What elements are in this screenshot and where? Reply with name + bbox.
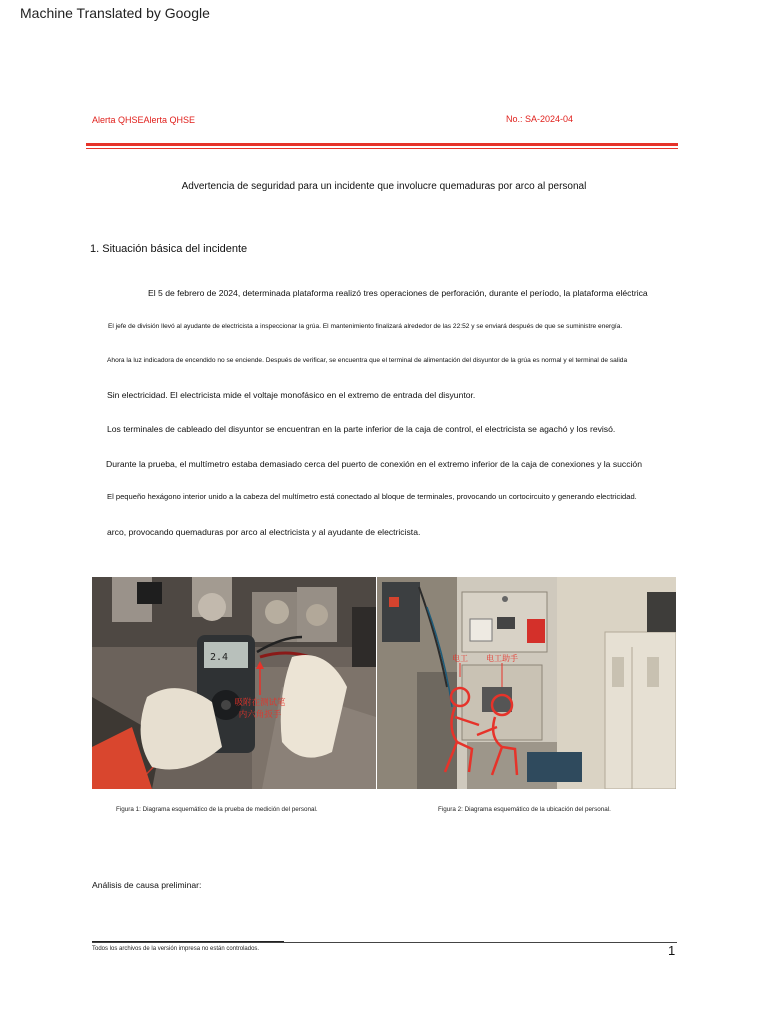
paragraph-line: arco, provocando quemaduras por arco al electricista y al ayudante de electricista. [107, 527, 421, 537]
footer-rule [92, 942, 677, 943]
header-document-number: No.: SA-2024-04 [506, 114, 574, 124]
figure-2-photo [377, 577, 676, 789]
figure-1-photo [92, 577, 376, 789]
paragraph-line: Los terminales de cableado del disyuntor se encuentran en la parte inferior de la caja de control, el electricista se agachó y los revisó. [107, 424, 616, 434]
figure-2-label-electrician: 电工 [452, 654, 468, 663]
figure-2-label-assistant: 电工助手 [486, 654, 518, 663]
figure-1-label-line-1: 吸附在测试笔 [234, 698, 286, 708]
paragraph-line: Sin electricidad. El electricista mide el voltaje monofásico en el extremo de entrada del disyuntor. [107, 390, 476, 400]
section-heading: 1. Situación básica del incidente [90, 243, 248, 255]
header-rule-thin [86, 148, 678, 149]
svg-text:2.4: 2.4 [210, 652, 229, 663]
paragraph-line: El pequeño hexágono interior unido a la cabeza del multímetro está conectado al bloque de terminales, provocando un cortocircuito y generando electricidad. [107, 492, 637, 501]
paragraph-line: El jefe de división llevó al ayudante de electricista a inspeccionar la grúa. El mantenimiento finalizará alrededor de las 22:52 y se enviará después de que se suministre energía. [108, 323, 623, 330]
figure-1-caption: Figura 1: Diagrama esquemático de la prueba de medición del personal. [116, 806, 318, 813]
analysis-heading: Análisis de causa preliminar: [92, 880, 202, 890]
machine-translated-banner: Machine Translated by Google [20, 5, 210, 21]
paragraph-line: Ahora la luz indicadora de encendido no se enciende. Después de verificar, se encuentra que el terminal de alimentación del disyuntor de la grúa es normal y el terminal de salida [107, 357, 628, 364]
footer-note: Todos los archivos de la versión impresa no están controlados. [92, 946, 260, 952]
figure-2-caption: Figura 2: Diagrama esquemático de la ubicación del personal. [438, 806, 611, 813]
header-alert-label: Alerta QHSEAlerta QHSE [92, 115, 196, 125]
header-rule-thick [86, 143, 678, 146]
paragraph-line: Durante la prueba, el multímetro estaba demasiado cerca del puerto de conexión en el extremo inferior de la caja de conexiones y la succión [106, 459, 642, 469]
paragraph-line: El 5 de febrero de 2024, determinada plataforma realizó tres operaciones de perforación, durante el período, la plataforma eléctrica [148, 288, 648, 298]
document-title: Advertencia de seguridad para un incidente que involucre quemaduras por arco al personal [181, 181, 587, 192]
figure-1-label-line-2: 内六角扳手 [238, 710, 282, 720]
page-number: 1 [668, 943, 676, 958]
